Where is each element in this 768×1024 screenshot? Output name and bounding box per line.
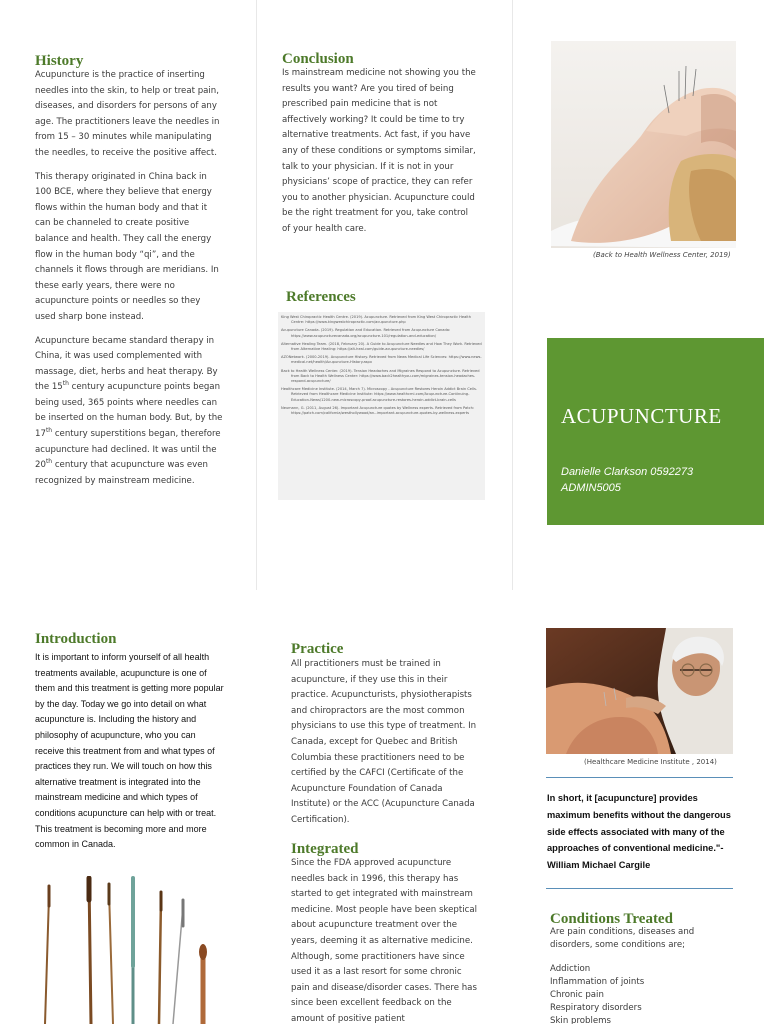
references-list bbox=[278, 312, 485, 500]
reference-item: Healthcare Medicine Institute. (2014, March 7). Microscopy - Acupuncture Restores Heroin Addict Brain Cells. Retrieved from Healthcare Medicine Institute: https://www.healthcmi.com/Acupuncture-Continuing-Education-News/1200-new-microscopy-proof-acupuncture-restores-heroin-addict-brain-cells bbox=[281, 387, 478, 402]
quote-divider-top bbox=[546, 777, 733, 778]
history-paragraph-1: Acupuncture is the practice of inserting needles into the skin, to help or treat pain, diseases, and disorders for persons of any age. The practitioners leave the needles in from 15 – 30 minutes while manipulating the needles, to receive the positive affect. bbox=[35, 70, 220, 158]
brochure-title: ACUPUNCTURE bbox=[561, 404, 722, 428]
history-paragraph-2: This therapy originated in China back in 100 BCE, where they believe that energy flows within the human body and that it can be channeled to create positive balance and health. They call the energy flow in the human body “qi”, and the channels it flows through are meridians. In these early years, there were no acupuncture points or needles so they used sharp bone instead. bbox=[35, 171, 219, 322]
history-paragraph-3: Acupuncture became standard therapy in China, it was used complemented with massage, diet, herbs and heat therapy. By the 15th century acupuncture points began being used, 365 points where needles can be inserted on the human body. But, by the 17th century superstitions began, therefore acupuncture had declined. It was until the 20th century that acupuncture was even recognized by mainstream medicine. bbox=[35, 335, 223, 486]
reference-item: King West Chiropractic Health Centre. (2019). Acupuncture. Retrieved from King West Chiropractic Health Centre: https://www.kingwestchiropractic.com/acupuncture.php bbox=[281, 315, 471, 325]
reference-item: AZONetwork. (2000-2019). Acupuncture History. Retrieved from News Medical Life Sciences: https://www.news-medical.net/health/Acupuncture-History.aspx bbox=[281, 355, 482, 365]
conditions-list bbox=[550, 963, 730, 1024]
integrated-body: Since the FDA approved acupuncture needles back in 1996, this therapy has started to get integrated with mainstream medicine. Most people have been skeptical about acupuncture treatment over the years, deeming it as alternative medicine. Although, some practitioners have since used it as a last resort for some chronic pain and disease/disorder cases. There has since been excellent feedback on the amount of positive patient bbox=[291, 858, 477, 1024]
conclusion-heading: Conclusion bbox=[282, 51, 354, 67]
condition-item: Addiction bbox=[550, 964, 591, 974]
condition-item: Chronic pain bbox=[550, 990, 604, 1000]
conclusion-body: Is mainstream medicine not showing you the results you want? Are you tired of being prescribed pain medicine that is not affectively working? It could be time to try alternative treatments. Act fast, if you have any of these conditions or symptoms similar, talk to your physician. If it is not in your physicians’ scope of practice, they can refer you to another physician. Acupuncture could be the right treatment for you, take control of your health care. bbox=[282, 68, 476, 234]
fold-line-left bbox=[256, 0, 257, 590]
integrated-heading: Integrated bbox=[291, 841, 359, 857]
practitioner-photo bbox=[546, 628, 733, 754]
reference-item: Acupuncture Canada. (2019). Regulation and Education. Retrieved from Acupuncture Canada: https://www.acupuncturecanada.org/acupuncture-101/regulation-and-education/ bbox=[281, 328, 451, 338]
reference-item: Alternative Healing Team. (2018, February 20). A Guide to Acupuncture Needles and How They Work. Retrieved from Alternative Healing: https://alt-heal.com/guide-acupuncture-needles/ bbox=[281, 341, 482, 352]
history-heading: History bbox=[35, 53, 84, 69]
references-heading: References bbox=[286, 289, 356, 305]
condition-item: Skin problems bbox=[550, 1016, 612, 1024]
author-info bbox=[561, 464, 693, 496]
fold-line-right bbox=[512, 0, 513, 590]
reference-item: Neumann, G. (2011, August 26). Important Acupuncture quotes by Wellness experts. Retrieved from Patch: https://patch.com/california/westhollywood/an--important-acupuncture-quotes-by-wellness-experts bbox=[281, 405, 475, 416]
history-body bbox=[35, 68, 223, 489]
condition-item: Respiratory disorders bbox=[550, 1003, 642, 1013]
course-code: ADMIN5005 bbox=[561, 482, 621, 494]
conditions-heading: Conditions Treated bbox=[550, 911, 673, 927]
condition-item: Inflammation of joints bbox=[550, 977, 645, 987]
author-name-id: Danielle Clarkson 0592273 bbox=[561, 466, 694, 478]
needles-photo bbox=[33, 876, 215, 1024]
introduction-body: It is important to inform yourself of all health treatments available, acupuncture is one of them and this treatment is getting more popular by the day. Today we go into detail on what acupuncture is. Including the history and philosophy of acupuncture, who you can receive this treatment from and what types of practices they run. We will touch on how this alternative treatment is integrated into the mainstream medicine and which types of conditions acupuncture can help with or treat. This treatment is becoming more and more common in Canada. bbox=[35, 652, 224, 850]
cover-photo bbox=[551, 41, 736, 248]
cargile-quote: In short, it [acupuncture] provides maximum benefits without the dangerous side effects associated with many of the approaches of conventional medicine."-William Michael Cargile bbox=[547, 793, 731, 871]
reference-item: Back to Health Wellness Center. (2019). Tension Headaches and Migraines Respond to Acupuncture. Retrieved from Back to Health Wellness Center: https://www.back2healthyou.com/migraines-tension-headaches-respond-acupuncture/ bbox=[281, 368, 480, 384]
introduction-heading: Introduction bbox=[35, 631, 117, 647]
conditions-intro: Are pain conditions, diseases and disorders, some conditions are; bbox=[550, 927, 695, 950]
cover-title-block bbox=[547, 338, 764, 525]
cover-photo-caption: (Back to Health Wellness Center, 2019) bbox=[593, 251, 731, 259]
practice-body: All practitioners must be trained in acupuncture, if they use this in their practice. Acupuncturists, physiotherapists and chiropractors are the most common physicians to use this type of treatment. In Canada, except for Quebec and British Columbia these practitioners need to be certified by the CAFCI (Certificate of the Acupuncture Foundation of Canada Institute) or the ACC (Acupuncture Canada Certification). bbox=[291, 659, 477, 825]
quote-divider-bottom bbox=[546, 888, 733, 889]
practice-heading: Practice bbox=[291, 641, 344, 657]
practitioner-photo-caption: (Healthcare Medicine Institute , 2014) bbox=[584, 758, 717, 766]
